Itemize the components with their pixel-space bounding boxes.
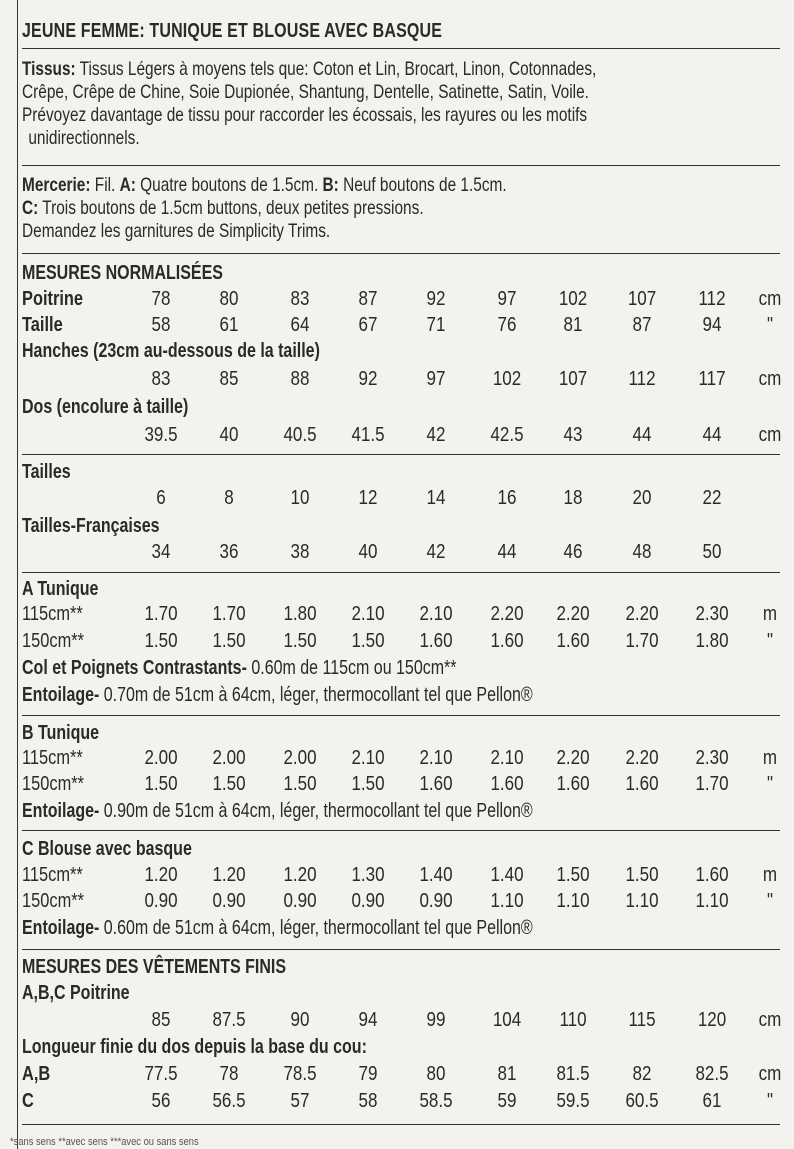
divider (22, 48, 780, 49)
value-cell: 97 (497, 288, 517, 310)
value-cell: 2.20 (556, 603, 590, 625)
c-150-row: 150cm** 0.90 0.90 0.90 0.90 0.90 1.10 1.10 1.10 1.10 " (22, 890, 774, 912)
value-cell: 1.60 (625, 773, 659, 795)
value-cell: 1.50 (283, 630, 317, 652)
value-cell: 61 (219, 314, 239, 336)
value-cell: 2.00 (212, 747, 246, 769)
value-cell: 42.5 (490, 424, 524, 446)
value-cell: 1.50 (351, 630, 385, 652)
divider (22, 165, 780, 166)
value-cell: 1.50 (212, 630, 246, 652)
value-cell: 76 (497, 314, 517, 336)
value-cell: 1.70 (695, 773, 729, 795)
value-cell: 1.60 (419, 630, 453, 652)
value-cell: 48 (632, 541, 652, 563)
divider (22, 253, 780, 254)
tissus-line-2: Crêpe, Crêpe de Chine, Soie Dupionée, Shantung, Dentelle, Satinette, Satin, Voile. (22, 81, 589, 103)
tailles-fr-row (22, 541, 780, 567)
footnote: *sans sens **avec sens ***avec ou sans sens (10, 1136, 199, 1148)
value-cell: 1.60 (695, 864, 729, 886)
value-cell: 0.90 (144, 890, 178, 912)
value-cell: 2.10 (419, 603, 453, 625)
unit-label: " (766, 1090, 774, 1112)
value-cell: 99 (426, 1009, 446, 1031)
divider (22, 1124, 780, 1125)
value-cell: 85 (219, 368, 239, 390)
value-cell: 56.5 (212, 1090, 246, 1112)
value-cell: 1.80 (695, 630, 729, 652)
value-cell: 2.10 (351, 603, 385, 625)
value-cell: 92 (358, 368, 378, 390)
value-cell: 80 (426, 1063, 446, 1085)
mesures-heading: MESURES NORMALISÉES (22, 262, 223, 284)
value-cell: 78 (219, 1063, 239, 1085)
unit-label: cm (758, 368, 782, 390)
value-cell: 1.40 (419, 864, 453, 886)
page-title-wrap (22, 20, 780, 43)
value-cell: 2.20 (625, 747, 659, 769)
value-cell: 1.40 (490, 864, 524, 886)
value-cell: 2.10 (490, 747, 524, 769)
value-cell: 0.90 (283, 890, 317, 912)
value-cell: 87 (358, 288, 378, 310)
tissus-line-1: Tissus: Tissus Légers à moyens tels que: Coton et Lin, Brocart, Linon, Cotonnades, (22, 58, 597, 80)
value-cell: 1.10 (556, 890, 590, 912)
value-cell: 16 (497, 487, 517, 509)
value-cell: 1.50 (283, 773, 317, 795)
value-cell: 14 (426, 487, 446, 509)
unit-label: " (766, 890, 774, 912)
a-col-line: Col et Poignets Contrastants- 0.60m de 115cm ou 150cm** (22, 657, 457, 679)
value-cell: 112 (698, 288, 726, 310)
value-cell: 1.70 (625, 630, 659, 652)
c-entoilage-line: Entoilage- 0.60m de 51cm à 64cm, léger, thermocollant tel que Pellon® (22, 917, 533, 939)
unit-label: cm (758, 424, 782, 446)
tissus-line-4: unidirectionnels. (28, 127, 140, 149)
value-cell: 1.50 (625, 864, 659, 886)
c-115-row: 115cm** 1.20 1.20 1.20 1.30 1.40 1.40 1.50 1.50 1.60 m (22, 864, 778, 886)
value-cell: 120 (697, 1009, 727, 1031)
value-cell: 1.60 (556, 773, 590, 795)
value-cell: 83 (290, 288, 310, 310)
value-cell: 8 (224, 487, 234, 509)
value-cell: 38 (290, 541, 310, 563)
poitrine-row: Poitrine 78 80 83 87 92 97 102 107 112 cm (22, 288, 782, 310)
tailles-row (22, 487, 780, 513)
value-cell: 50 (702, 541, 722, 563)
value-cell: 57 (290, 1090, 310, 1112)
value-cell: 2.10 (419, 747, 453, 769)
hanches-row (22, 368, 780, 394)
mercerie-line-2: C: Trois boutons de 1.5cm buttons, deux petites pressions. (22, 197, 424, 219)
value-cell: 61 (702, 1090, 722, 1112)
value-cell: 2.30 (695, 747, 729, 769)
divider (22, 949, 780, 950)
value-cell: 58.5 (419, 1090, 453, 1112)
value-cell: 2.20 (625, 603, 659, 625)
finis-longueur-label: Longueur finie du dos depuis la base du cou: (22, 1036, 367, 1058)
value-cell: 1.50 (144, 773, 178, 795)
value-cell: 1.70 (144, 603, 178, 625)
value-cell: 2.30 (695, 603, 729, 625)
value-cell: 1.50 (212, 773, 246, 795)
mercerie-line-1: Mercerie: Fil. A: Quatre boutons de 1.5cm. B: Neuf boutons de 1.5cm. (22, 174, 507, 196)
b-heading: B Tunique (22, 722, 100, 744)
value-cell: 1.50 (144, 630, 178, 652)
finis-poitrine-row (22, 1009, 780, 1035)
b-115-row: 115cm** 2.00 2.00 2.00 2.10 2.10 2.10 2.20 2.20 2.30 m (22, 747, 778, 769)
value-cell: 94 (358, 1009, 378, 1031)
value-cell: 115 (628, 1009, 656, 1031)
value-cell: 1.70 (212, 603, 246, 625)
unit-label: m (762, 603, 778, 625)
unit-label: cm (758, 288, 782, 310)
value-cell: 67 (358, 314, 378, 336)
value-cell: 40.5 (283, 424, 317, 446)
value-cell: 1.60 (419, 773, 453, 795)
value-cell: 58 (358, 1090, 378, 1112)
value-cell: 107 (558, 368, 588, 390)
value-cell: 1.50 (556, 864, 590, 886)
value-cell: 22 (702, 487, 722, 509)
a-heading: A Tunique (22, 578, 99, 600)
value-cell: 1.60 (490, 630, 524, 652)
value-cell: 10 (290, 487, 310, 509)
dos-label: Dos (encolure à taille) (22, 396, 189, 418)
value-cell: 2.10 (351, 747, 385, 769)
value-cell: 0.90 (351, 890, 385, 912)
value-cell: 83 (151, 368, 171, 390)
value-cell: 36 (219, 541, 239, 563)
value-cell: 81 (497, 1063, 517, 1085)
value-cell: 102 (492, 368, 522, 390)
a-150-row: 150cm** 1.50 1.50 1.50 1.50 1.60 1.60 1.60 1.70 1.80 " (22, 630, 774, 652)
value-cell: 1.10 (490, 890, 524, 912)
value-cell: 2.20 (556, 747, 590, 769)
value-cell: 85 (151, 1009, 171, 1031)
value-cell: 77.5 (144, 1063, 178, 1085)
value-cell: 81.5 (556, 1063, 590, 1085)
finis-heading: MESURES DES VÊTEMENTS FINIS (22, 956, 287, 978)
value-cell: 2.00 (283, 747, 317, 769)
value-cell: 44 (702, 424, 722, 446)
value-cell: 102 (558, 288, 588, 310)
mercerie-line-3: Demandez les garnitures de Simplicity Trims. (22, 220, 331, 242)
value-cell: 78 (151, 288, 171, 310)
value-cell: 82.5 (695, 1063, 729, 1085)
value-cell: 2.20 (490, 603, 524, 625)
value-cell: 2.00 (144, 747, 178, 769)
value-cell: 78.5 (283, 1063, 317, 1085)
value-cell: 87.5 (212, 1009, 246, 1031)
value-cell: 1.20 (283, 864, 317, 886)
unit-label: m (762, 864, 778, 886)
b-150-row: 150cm** 1.50 1.50 1.50 1.50 1.60 1.60 1.60 1.60 1.70 " (22, 773, 774, 795)
value-cell: 92 (426, 288, 446, 310)
b-entoilage-line: Entoilage- 0.90m de 51cm à 64cm, léger, thermocollant tel que Pellon® (22, 800, 533, 822)
value-cell: 1.60 (556, 630, 590, 652)
value-cell: 59 (497, 1090, 517, 1112)
value-cell: 97 (426, 368, 446, 390)
value-cell: 1.30 (351, 864, 385, 886)
value-cell: 42 (426, 541, 446, 563)
value-cell: 1.20 (212, 864, 246, 886)
value-cell: 41.5 (351, 424, 385, 446)
value-cell: 46 (563, 541, 583, 563)
value-cell: 6 (156, 487, 166, 509)
value-cell: 79 (358, 1063, 378, 1085)
value-cell: 1.10 (695, 890, 729, 912)
tissus-line-3: Prévoyez davantage de tissu pour raccorder les écossais, les rayures ou les motifs (22, 104, 588, 126)
pattern-envelope-back (17, 0, 780, 1149)
value-cell: 18 (563, 487, 583, 509)
value-cell: 0.90 (212, 890, 246, 912)
value-cell: 43 (563, 424, 583, 446)
value-cell: 64 (290, 314, 310, 336)
value-cell: 110 (559, 1009, 587, 1031)
value-cell: 94 (702, 314, 722, 336)
divider (22, 454, 780, 455)
mercerie-section (22, 174, 780, 243)
unit-label: cm (758, 1009, 782, 1031)
tailles-fr-label: Tailles-Françaises (22, 515, 160, 537)
divider (22, 715, 780, 716)
value-cell: 1.60 (490, 773, 524, 795)
value-cell: 1.20 (144, 864, 178, 886)
value-cell: 117 (698, 368, 726, 390)
unit-label: m (762, 747, 778, 769)
value-cell: 39.5 (144, 424, 178, 446)
value-cell: 81 (563, 314, 583, 336)
taille-row: Taille 58 61 64 67 71 76 81 87 94 " (22, 314, 774, 336)
divider (22, 572, 780, 573)
a-entoilage-line: Entoilage- 0.70m de 51cm à 64cm, léger, thermocollant tel que Pellon® (22, 684, 533, 706)
value-cell: 44 (497, 541, 517, 563)
value-cell: 107 (627, 288, 657, 310)
hanches-label: Hanches (23cm au-dessous de la taille) (22, 340, 320, 362)
value-cell: 104 (492, 1009, 522, 1031)
value-cell: 88 (290, 368, 310, 390)
tissus-section (22, 58, 780, 150)
page-title: JEUNE FEMME: TUNIQUE ET BLOUSE AVEC BASQUE (22, 20, 443, 42)
unit-label: cm (758, 1063, 782, 1085)
unit-label: " (766, 314, 774, 336)
value-cell: 82 (632, 1063, 652, 1085)
tissus-label: Tissus: (22, 58, 76, 80)
a-115-row: 115cm** 1.70 1.70 1.80 2.10 2.10 2.20 2.20 2.20 2.30 m (22, 603, 778, 625)
value-cell: 112 (628, 368, 656, 390)
finis-ab-row: A,B 77.5 78 78.5 79 80 81 81.5 82 82.5 cm (22, 1063, 782, 1085)
value-cell: 1.10 (625, 890, 659, 912)
value-cell: 80 (219, 288, 239, 310)
unit-label: " (766, 773, 774, 795)
dos-row (22, 424, 780, 450)
value-cell: 71 (426, 314, 446, 336)
value-cell: 34 (151, 541, 171, 563)
value-cell: 42 (426, 424, 446, 446)
value-cell: 59.5 (556, 1090, 590, 1112)
tailles-label: Tailles (22, 461, 71, 483)
value-cell: 44 (632, 424, 652, 446)
value-cell: 40 (358, 541, 378, 563)
value-cell: 60.5 (625, 1090, 659, 1112)
divider (22, 830, 780, 831)
finis-c-row: C 56 56.5 57 58 58.5 59 59.5 60.5 61 " (22, 1090, 774, 1112)
unit-label: " (766, 630, 774, 652)
value-cell: 87 (632, 314, 652, 336)
value-cell: 20 (632, 487, 652, 509)
c-heading: C Blouse avec basque (22, 838, 192, 860)
finis-poitrine-label: A,B,C Poitrine (22, 982, 130, 1004)
value-cell: 12 (358, 487, 378, 509)
value-cell: 0.90 (419, 890, 453, 912)
value-cell: 56 (151, 1090, 171, 1112)
value-cell: 58 (151, 314, 171, 336)
value-cell: 90 (290, 1009, 310, 1031)
value-cell: 40 (219, 424, 239, 446)
value-cell: 1.50 (351, 773, 385, 795)
value-cell: 1.80 (283, 603, 317, 625)
